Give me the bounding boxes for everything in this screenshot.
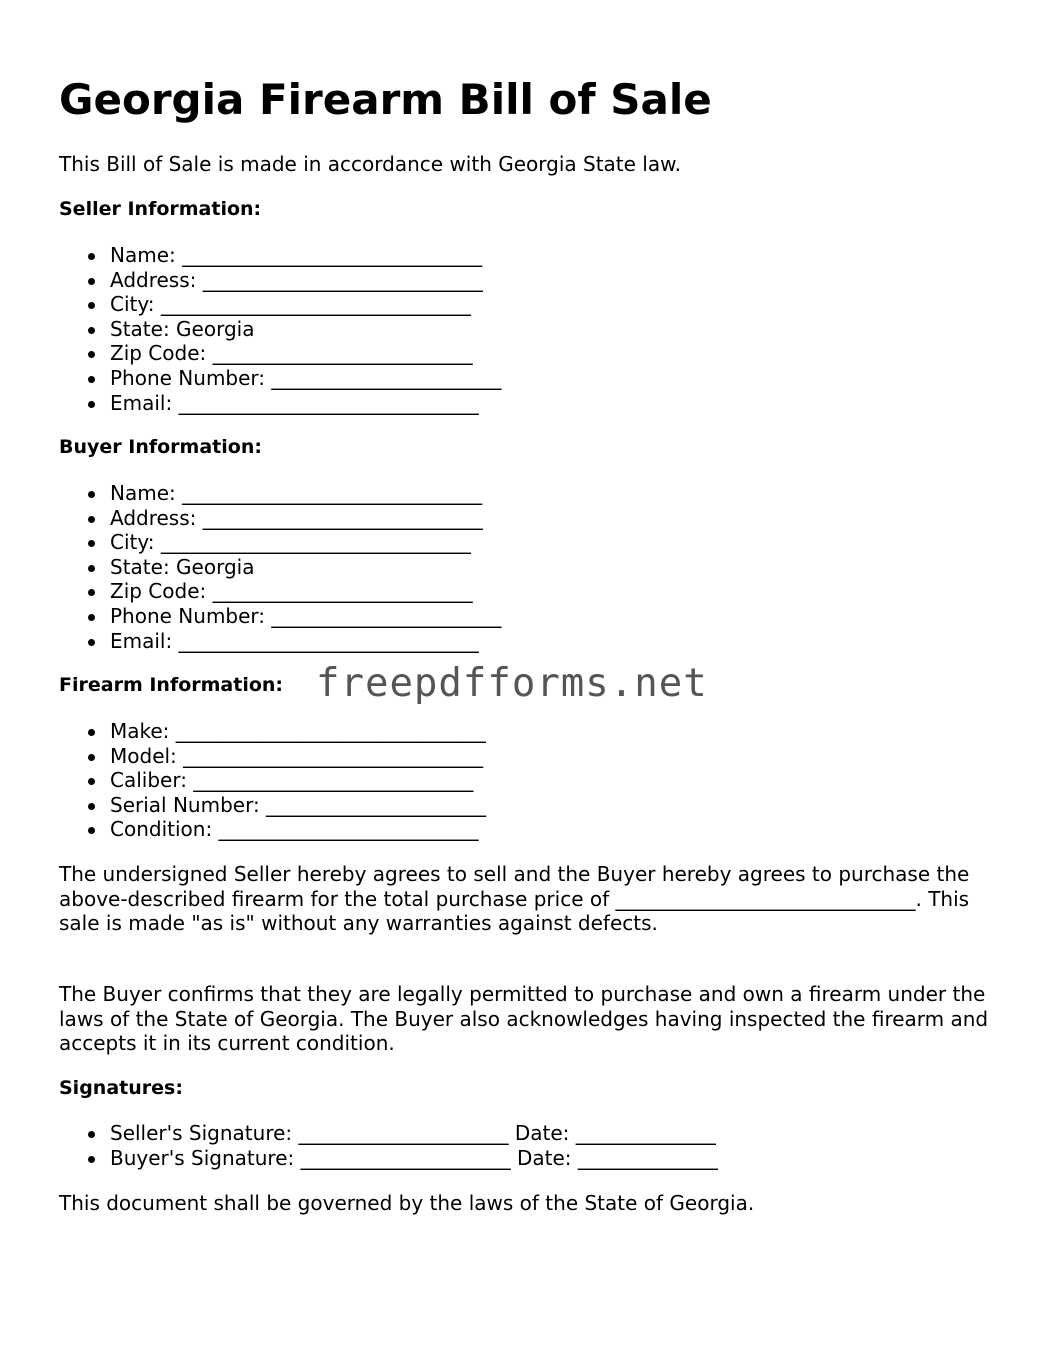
firearm-model-field: Model: ______________________________ (59, 744, 486, 769)
agreement-paragraph: The undersigned Seller hereby agrees to sell and the Buyer hereby agrees to purchase the above-described firearm for the total purchase price of ______________________________. This sale is made "as is" without any warranties against defects. (59, 862, 970, 935)
seller-state-field: State: Georgia (59, 317, 501, 342)
signatures-list (59, 1121, 718, 1170)
seller-name-field: Name: ______________________________ (59, 243, 501, 268)
buyer-state-field: State: Georgia (59, 555, 501, 580)
seller-fields-list (59, 243, 501, 415)
firearm-heading: Firearm Information: (59, 674, 284, 696)
seller-email-field: Email: ______________________________ (59, 391, 501, 416)
governing-law-text: This document shall be governed by the laws of the State of Georgia. (59, 1191, 755, 1215)
firearm-fields-list (59, 719, 486, 842)
buyer-address-field: Address: ____________________________ (59, 506, 501, 531)
seller-heading: Seller Information: (59, 198, 262, 220)
intro-text: This Bill of Sale is made in accordance with Georgia State law. (59, 152, 681, 176)
buyer-signature-line: Buyer's Signature: _____________________ Date: ______________ (59, 1146, 718, 1171)
watermark-text: freepdfforms.net (316, 661, 708, 706)
seller-city-field: City: _______________________________ (59, 292, 501, 317)
firearm-serial-field: Serial Number: ______________________ (59, 793, 486, 818)
firearm-condition-field: Condition: __________________________ (59, 817, 486, 842)
document-title: Georgia Firearm Bill of Sale (59, 75, 712, 124)
seller-phone-field: Phone Number: _______________________ (59, 366, 501, 391)
seller-signature-line: Seller's Signature: _____________________ Date: ______________ (59, 1121, 718, 1146)
firearm-caliber-field: Caliber: ____________________________ (59, 768, 486, 793)
buyer-email-field: Email: ______________________________ (59, 629, 501, 654)
signatures-heading: Signatures: (59, 1077, 183, 1099)
firearm-make-field: Make: _______________________________ (59, 719, 486, 744)
confirmation-paragraph: The Buyer confirms that they are legally permitted to purchase and own a firearm under the laws of the State of Georgia. The Buyer also acknowledges having inspected the firearm and accepts it in its current condition. (59, 982, 989, 1055)
seller-address-field: Address: ____________________________ (59, 268, 501, 293)
buyer-city-field: City: _______________________________ (59, 530, 501, 555)
buyer-heading: Buyer Information: (59, 436, 262, 458)
buyer-name-field: Name: ______________________________ (59, 481, 501, 506)
buyer-zip-field: Zip Code: __________________________ (59, 579, 501, 604)
seller-zip-field: Zip Code: __________________________ (59, 341, 501, 366)
buyer-phone-field: Phone Number: _______________________ (59, 604, 501, 629)
buyer-fields-list (59, 481, 501, 653)
